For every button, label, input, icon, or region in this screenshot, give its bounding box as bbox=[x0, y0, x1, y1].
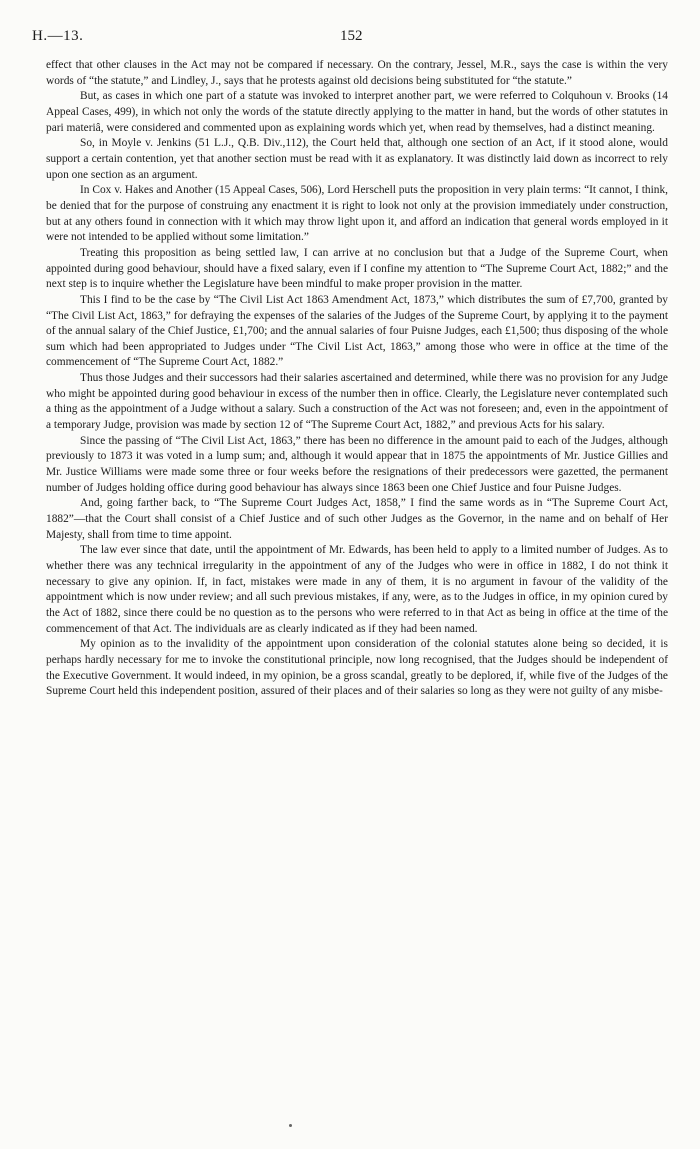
paragraph: Thus those Judges and their successors had their salaries ascertained and determined, while there was no provision for any Judge who might be appointed during good behaviour in excess of the number then in office. Clearly, the Legislature never contemplated such a thing as the appointment of a Judge without a salary. Such a construction of the Act was not foreseen; and, even in the appointment of a temporary Judge, provision was made by section 12 of “The Supreme Court Act, 1882,” and previous Acts for his salary. bbox=[46, 372, 668, 432]
page-number: 152 bbox=[340, 28, 363, 44]
paragraph: In Cox v. Hakes and Another (15 Appeal Cases, 506), Lord Herschell puts the proposition in very plain terms: “It cannot, I think, be denied that for the purpose of construing any enactment it is right to look not only at the provision immediately under construction, but at any others found in connection with it which may throw light upon it, and afford an indication that general words employed in it were not intended to be applied without some limitation.” bbox=[46, 184, 668, 244]
paragraph: Since the passing of “The Civil List Act, 1863,” there has been no difference in the amount paid to each of the Judges, although previously to 1873 it was voted in a lump sum; and, although it would appear that in 1875 the appointments of Mr. Justice Gillies and Mr. Justice Williams were made some three or four weeks before the resignations of their predecessors were gazetted, the permanent number of Judges holding office during good behaviour has always since 1863 been one Chief Justice and four Puisne Judges. bbox=[46, 434, 668, 494]
paragraph: So, in Moyle v. Jenkins (51 L.J., Q.B. Div.,112), the Court held that, although one section of an Act, if it stood alone, would support a certain contention, yet that another section must be read with it as explanatory. It was distinctly laid down as incorrect to rely upon one section as an argument. bbox=[46, 137, 668, 181]
paragraph: This I find to be the case by “The Civil List Act 1863 Amendment Act, 1873,” which distributes the sum of £7,700, granted by “The Civil List Act, 1863,” for defraying the expenses of the salaries of the Judges of the Supreme Court, by applying it to the payment of the annual salary of the Chief Justice, £1,700; and the annual salaries of four Puisne Judges, each £1,500; thus disposing of the whole sum which had been appropriated to Judges under “The Civil List Act, 1863,” among those who were in office at the time of the commencement of “The Supreme Court Act, 1882.” bbox=[46, 293, 668, 369]
printer-dot bbox=[289, 1124, 292, 1127]
paragraph: The law ever since that date, until the appointment of Mr. Edwards, has been held to apply to a limited number of Judges. As to whether there was any technical irregularity in the appointment of any of the Judges who were in office in 1882, I do not think it necessary to give any opinion. If, in fact, mistakes were made in any of them, it is no argument in favour of the validity of the appointment which is now under review; and all such previous mistakes, if any, were, as to the Judges in office, in my opinion cured by the Act of 1882, since there could be no question as to the persons who were referred to in that Act as being in office at the time of the commencement of that Act. The individuals are as clearly indicated as if they had been named. bbox=[46, 544, 668, 635]
paragraph: effect that other clauses in the Act may not be compared if necessary. On the contrary, Jessel, M.R., says the case is within the very words of “the statute,” and Lindley, J., says that he protests against old decisions being substituted for “the statute.” bbox=[46, 59, 668, 87]
paragraph: My opinion as to the invalidity of the appointment upon consideration of the colonial statutes alone being so decided, it is perhaps hardly necessary for me to invoke the constitutional principle, now long recognised, that the Judges should be independent of the Executive Government. It would indeed, in my opinion, be a gross scandal, greatly to be deplored, if, while five of the Judges of the Supreme Court held this independent position, assured of their places and of their salaries so long as they were not guilty of any misbe- bbox=[46, 638, 668, 698]
document-reference: H.—13. bbox=[32, 28, 84, 44]
paragraph: But, as cases in which one part of a statute was invoked to interpret another part, we were referred to Colquhoun v. Brooks (14 Appeal Cases, 499), in which not only the words of the statute directly applying to the matter in hand, but the words of other statutes in pari materiâ, were considered and commented upon as explaining words which yet, when read by themselves, had a distinct meaning. bbox=[46, 90, 668, 134]
paragraph: Treating this proposition as being settled law, I can arrive at no conclusion but that a Judge of the Supreme Court, when appointed during good behaviour, should have a fixed salary, even if I confine my attention to “The Supreme Court Act, 1882;” and the next step is to inquire whether the Legislature have been mindful to make proper provision in the matter. bbox=[46, 246, 668, 291]
document-page bbox=[32, 22, 668, 1132]
body-text bbox=[46, 58, 668, 700]
paragraph: And, going farther back, to “The Supreme Court Judges Act, 1858,” I find the same words as in “The Supreme Court Act, 1882”—that the Court shall consist of a Chief Justice and of such other Judges as the Governor, in the name and on behalf of Her Majesty, shall from time to time appoint. bbox=[46, 497, 668, 541]
page-header bbox=[32, 22, 668, 52]
